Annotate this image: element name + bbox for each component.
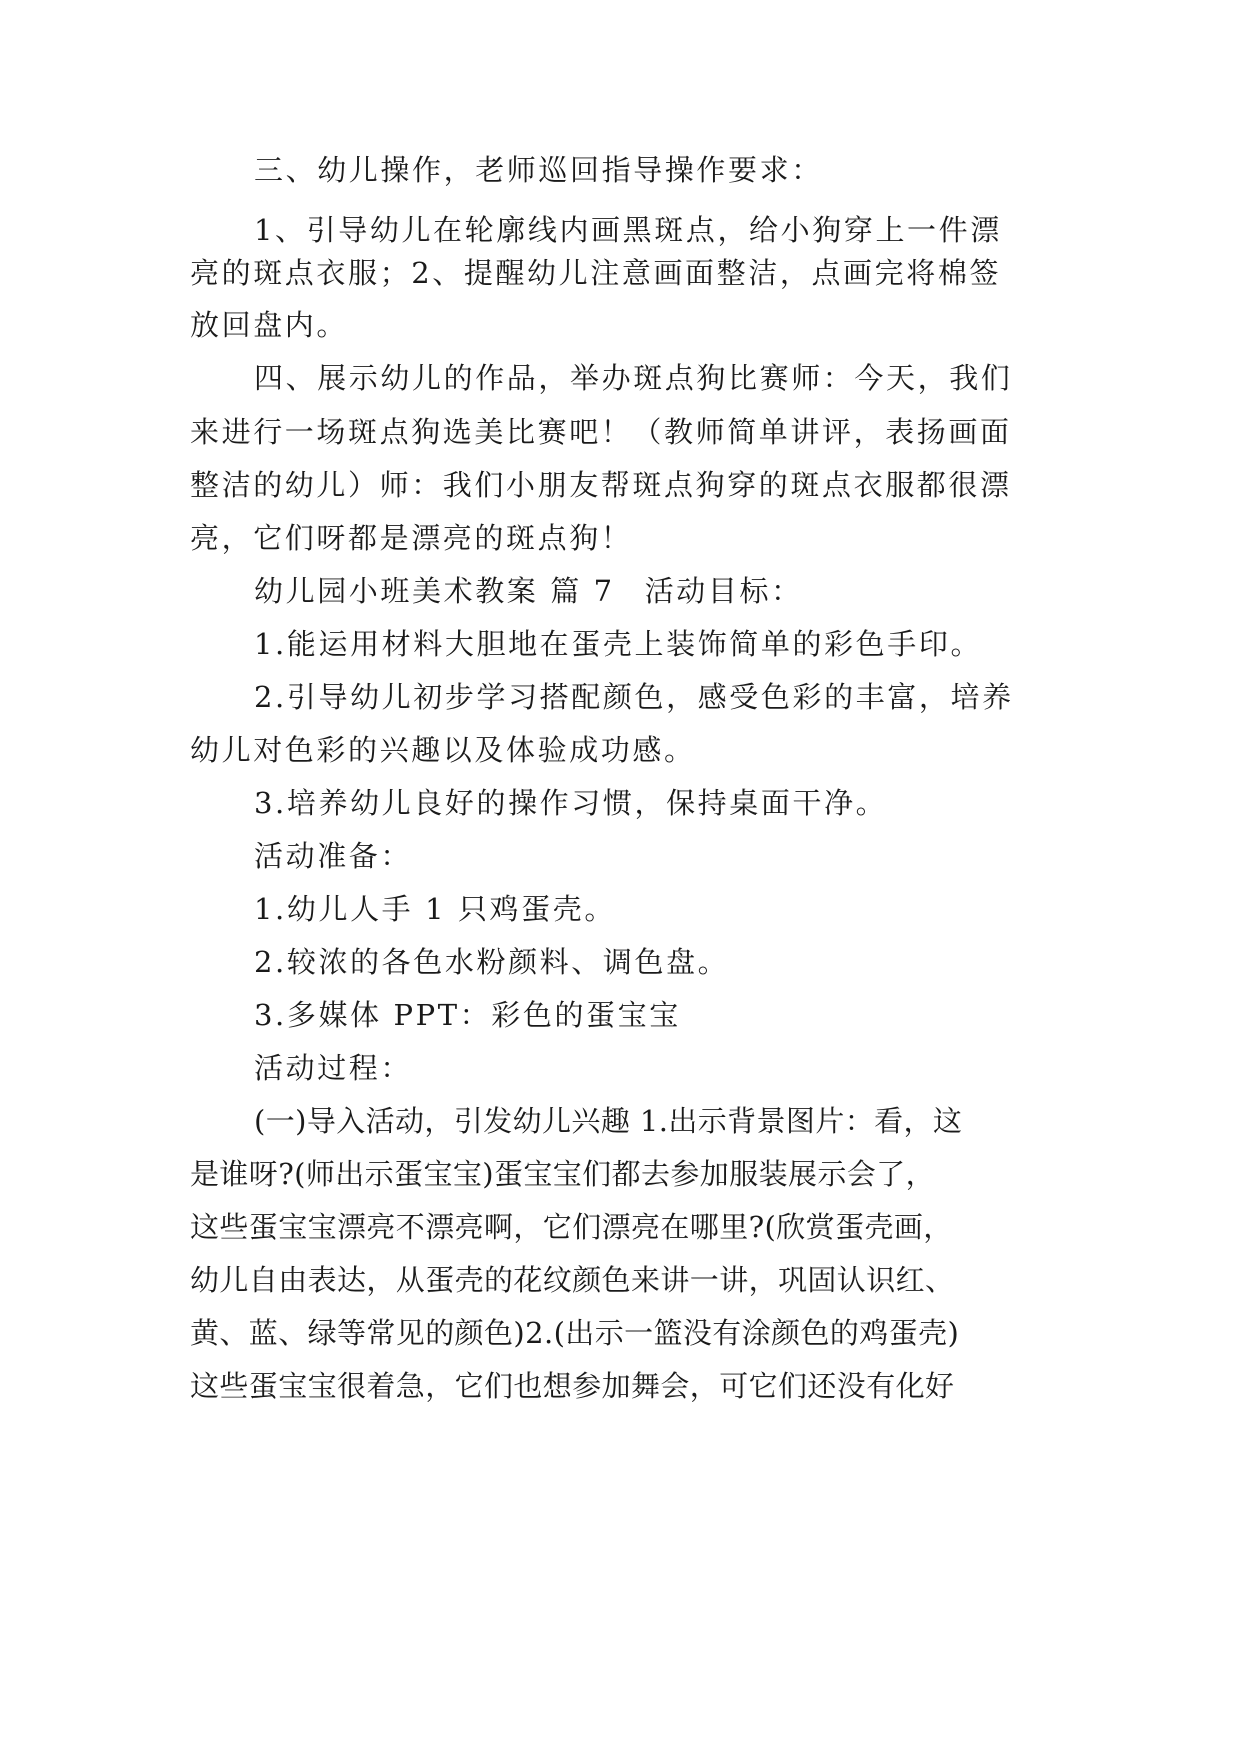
text-line: 亮，它们呀都是漂亮的斑点狗！ (190, 521, 633, 555)
text-line: 1.能运用材料大胆地在蛋壳上装饰简单的彩色手印。 (254, 627, 983, 661)
text-line: 这些蛋宝宝漂亮不漂亮啊，它们漂亮在哪里?(欣赏蛋壳画， (190, 1210, 953, 1244)
section-heading-line (254, 571, 803, 611)
text-line: (一)导入活动，引发幼儿兴趣 1.出示背景图片：看，这 (254, 1104, 963, 1138)
text-line: 1、引导幼儿在轮廓线内画黑斑点，给小狗穿上一件漂 (254, 213, 1002, 247)
subsection-label: 活动过程： (254, 1051, 413, 1085)
text-line: 亮的斑点衣服；2、提醒幼儿注意画面整洁，点画完将棉签 (190, 256, 1002, 290)
text-line: 来进行一场斑点狗选美比赛吧！（教师简单讲评，表扬画面 (190, 415, 1012, 449)
subsection-label: 活动目标： (644, 574, 803, 608)
text-line: 幼儿自由表达，从蛋壳的花纹颜色来讲一讲，巩固认识红、 (190, 1263, 955, 1297)
text-line: 幼儿对色彩的兴趣以及体验成功感。 (190, 733, 696, 767)
text-line: 2.引导幼儿初步学习搭配颜色，感受色彩的丰富，培养 (254, 680, 1014, 714)
text-line: 四、展示幼儿的作品，举办斑点狗比赛师：今天，我们 (254, 361, 1013, 395)
text-line: 1.幼儿人手 1 只鸡蛋壳。 (254, 892, 616, 926)
text-line: 3.培养幼儿良好的操作习惯，保持桌面干净。 (254, 786, 888, 820)
text-line: 三、幼儿操作，老师巡回指导操作要求： (254, 153, 823, 187)
text-line: 2.较浓的各色水粉颜料、调色盘。 (254, 945, 730, 979)
subsection-label: 活动准备： (254, 839, 413, 873)
section-title: 幼儿园小班美术教案 篇 7 (254, 574, 615, 608)
text-line: 这些蛋宝宝很着急，它们也想参加舞会，可它们还没有化好 (190, 1369, 955, 1403)
text-line: 3.多媒体 PPT：彩色的蛋宝宝 (254, 998, 681, 1032)
text-line: 黄、蓝、绿等常见的颜色)2.(出示一篮没有涂颜色的鸡蛋壳) (190, 1316, 960, 1350)
text-line: 整洁的幼儿）师：我们小朋友帮斑点狗穿的斑点衣服都很漂 (190, 468, 1012, 502)
text-line: 是谁呀?(师出示蛋宝宝)蛋宝宝们都去参加服装展示会了， (190, 1157, 935, 1191)
text-line: 放回盘内。 (190, 308, 349, 342)
